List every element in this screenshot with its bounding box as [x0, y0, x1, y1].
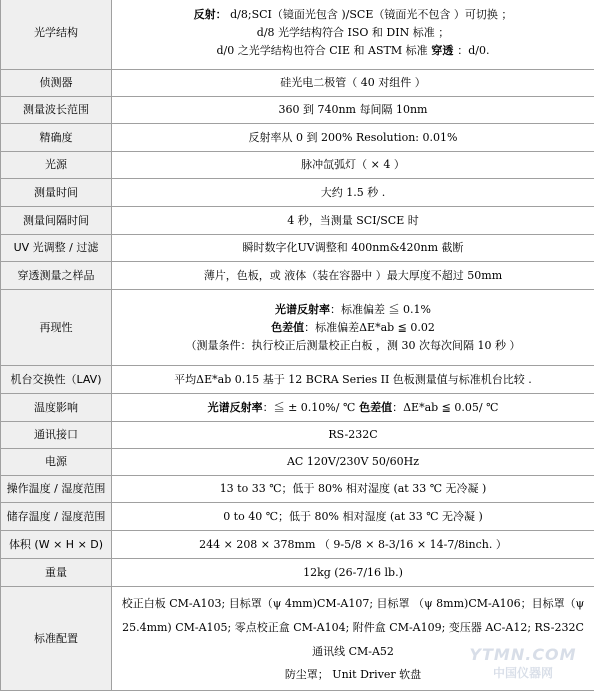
spec-row-uv — [1, 235, 594, 262]
spec-row-operating-range — [1, 476, 594, 503]
spec-row-storage-range — [1, 503, 594, 531]
spec-value — [112, 290, 594, 366]
bold-term: 穿透 — [428, 44, 458, 57]
spec-label: 穿透测量之样品 — [1, 262, 112, 290]
line-text: ：标准偏差ΔE*ab ≦ 0.02 — [304, 321, 435, 334]
spec-line — [115, 24, 591, 42]
spec-label: 电源 — [1, 449, 112, 476]
spec-line — [115, 42, 591, 60]
spec-line — [115, 399, 591, 417]
line-text: d/0 之光学结构也符合 CIE 和 ASTM 标准 — [216, 44, 427, 57]
line-text: ：标准偏差 ≦ 0.1% — [330, 303, 431, 316]
spec-value — [112, 587, 594, 691]
spec-label: 光学结构 — [1, 0, 112, 70]
spec-line — [115, 6, 591, 24]
bold-term: 色差值 — [355, 401, 392, 414]
spec-label: 侦测器 — [1, 70, 112, 97]
spec-value: 脉冲氙弧灯（ × 4 ） — [112, 152, 594, 179]
spec-row-interface — [1, 422, 594, 449]
spec-row-weight — [1, 559, 594, 587]
spec-value: 硅光电二极管（ 40 对组件 ） — [112, 70, 594, 97]
spec-label: 标准配置 — [1, 587, 112, 691]
spec-value: 薄片，色板，或 液体（装在容器中 ）最大厚度不超过 50mm — [112, 262, 594, 290]
spec-value: RS-232C — [112, 422, 594, 449]
bold-term: 光谱反射率 — [208, 401, 263, 414]
spec-line — [115, 319, 591, 337]
spec-value: 360 到 740nm 每间隔 10nm — [112, 97, 594, 124]
spec-label: 测量间隔时间 — [1, 207, 112, 235]
line-text: ：≦ ± 0.10%/ ℃ — [263, 401, 356, 414]
line-text: ：d/0. — [457, 44, 489, 57]
bold-term: 光谱反射率 — [275, 303, 330, 316]
spec-label: 机台交换性（LAV) — [1, 366, 112, 394]
spec-line — [115, 301, 591, 319]
spec-line — [115, 337, 591, 355]
watermark-site-name: 中国仪器网 — [464, 664, 582, 681]
spec-row-temperature-effect — [1, 394, 594, 422]
accessories-list: 校正白板 CM-A103; 目标罩（ψ 4mm)CM-A107; 目标罩 （ψ 8mm)CM-A106；目标罩（ψ 25.4mm) CM-A105; 零点校正盒 CM-A104; 附件盒 CM-A109; 变压器 AC-A12; RS-232C 通讯线 CM-A52 — [115, 592, 591, 664]
accessories-tail: 防尘罩； Unit Driver 软盘 — [115, 664, 591, 686]
spec-row-accuracy — [1, 124, 594, 152]
spec-value: 244 × 208 × 378mm （ 9-5/8 × 8-3/16 × 14-7/8inch. ） — [112, 531, 594, 559]
spec-value: 4 秒，当测量 SCI/SCE 时 — [112, 207, 594, 235]
spec-row-interval — [1, 207, 594, 235]
spec-row-power — [1, 449, 594, 476]
spec-value: 12kg (26-7/16 lb.) — [112, 559, 594, 587]
spec-value: 大约 1.5 秒 . — [112, 179, 594, 207]
spec-row-light-source — [1, 152, 594, 179]
line-text: d/8 光学结构符合 ISO 和 DIN 标准 ； — [257, 26, 449, 39]
spec-value: AC 120V/230V 50/60Hz — [112, 449, 594, 476]
spec-value — [112, 0, 594, 70]
spec-row-wavelength — [1, 97, 594, 124]
spec-value — [112, 394, 594, 422]
spec-label: 精确度 — [1, 124, 112, 152]
spec-label: UV 光调整 / 过滤 — [1, 235, 112, 262]
spec-label: 体积 (W × H × D) — [1, 531, 112, 559]
spec-label: 测量时间 — [1, 179, 112, 207]
spec-value: 反射率从 0 到 200% Resolution: 0.01% — [112, 124, 594, 152]
spec-row-repeatability — [1, 290, 594, 366]
spec-value: 瞬时数字化UV调整和 400nm&420nm 截断 — [112, 235, 594, 262]
line-text: ：ΔE*ab ≦ 0.05/ ℃ — [392, 401, 498, 414]
spec-label: 再现性 — [1, 290, 112, 366]
spec-value: 13 to 33 ℃；低于 80% 相对湿度 (at 33 ℃ 无冷凝 ) — [112, 476, 594, 503]
spec-row-measure-time — [1, 179, 594, 207]
spec-value: 0 to 40 ℃；低于 80% 相对湿度 (at 33 ℃ 无冷凝 ) — [112, 503, 594, 531]
spec-label: 重量 — [1, 559, 112, 587]
spec-row-standard-accessories — [1, 587, 594, 691]
spec-label: 储存温度 / 湿度范围 — [1, 503, 112, 531]
spec-row-detector — [1, 70, 594, 97]
line-text: （测量条件：执行校正后测量校正白板 ，测 30 次每次间隔 10 秒 ） — [186, 339, 521, 352]
bold-term: 色差值 — [271, 321, 304, 334]
line-text: d/8;SCI（镜面光包含 )/SCE（镜面光不包含 ）可切换 ； — [227, 8, 513, 21]
spec-value: 平均ΔE*ab 0.15 基于 12 BCRA Series II 色板测量值与标准机台比较 . — [112, 366, 594, 394]
watermark-logo-text: YTMN.COM — [464, 645, 582, 664]
spec-label: 通讯接口 — [1, 422, 112, 449]
bold-term: 反射： — [194, 8, 227, 21]
spec-label: 操作温度 / 湿度范围 — [1, 476, 112, 503]
spec-row-optical — [1, 0, 594, 70]
spec-label: 测量波长范围 — [1, 97, 112, 124]
spec-label: 温度影响 — [1, 394, 112, 422]
spec-label: 光源 — [1, 152, 112, 179]
spec-row-dimensions — [1, 531, 594, 559]
spec-row-transmission-sample — [1, 262, 594, 290]
spec-row-inter-instrument — [1, 366, 594, 394]
